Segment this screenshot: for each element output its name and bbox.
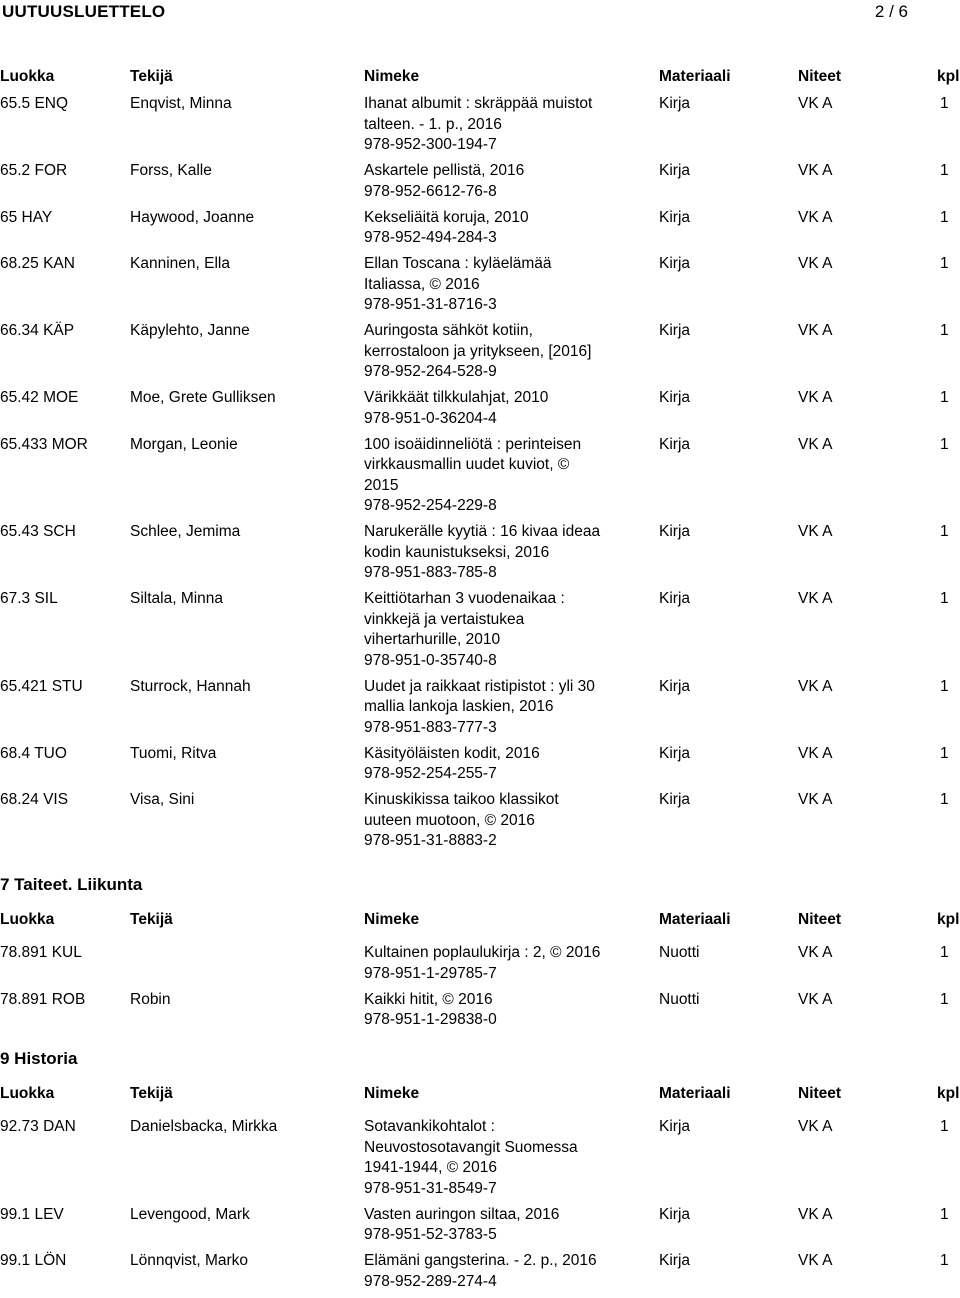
cell-niteet: VK A [798,1205,833,1223]
cell-materiaali: Kirja [659,435,691,453]
cell-nimeke [364,161,619,202]
cell-nimeke [364,1117,619,1199]
nimeke-line: 978-951-1-29785-7 [364,964,497,982]
cell-nimeke [364,254,619,316]
cell-nimeke [364,1251,619,1292]
table-row [0,94,960,156]
cell-luokka: 92.73 DAN [0,1118,76,1135]
cell-niteet: VK A [798,1252,833,1269]
cell-nimeke [364,321,619,383]
cell-niteet: VK A [798,208,833,226]
cell-tekija: Schlee, Jemima [130,523,241,540]
cell-niteet: VK A [798,791,833,808]
section-title: 9 Historia [0,1049,78,1068]
cell-materiaali: Kirja [659,208,691,226]
cell-materiaali: Kirja [659,322,691,339]
nimeke-line: Neuvostosotavangit Suomessa [364,1138,578,1156]
cell-kpl: 1 [940,990,949,1008]
col-tekija: Tekijä [130,1085,173,1102]
cell-niteet: VK A [798,677,833,695]
cell-nimeke [364,1205,619,1246]
cell-luokka: 65.42 MOE [0,389,79,406]
nimeke-line: 978-951-0-35740-8 [364,651,497,669]
cell-luokka: 78.891 KUL [0,944,82,961]
nimeke-line: 978-952-300-194-7 [364,136,497,153]
table-row [0,388,960,429]
nimeke-line: 978-951-0-36204-4 [364,409,497,427]
cell-luokka: 99.1 LÖN [0,1252,67,1269]
cell-luokka: 65.421 STU [0,677,83,695]
nimeke-line: Ihanat albumit : skräppää muistot [364,95,593,112]
cell-nimeke [364,522,619,584]
nimeke-line: Auringosta sähköt kotiin, [364,322,533,339]
col-tekija: Tekijä [130,911,173,928]
nimeke-line: 978-951-31-8716-3 [364,296,497,313]
cell-niteet: VK A [798,990,833,1008]
cell-nimeke [364,94,619,156]
nimeke-line: Sotavankikohtalot : [364,1118,495,1135]
nimeke-line: Kekseliäitä koruja, 2010 [364,208,529,226]
table-row [0,254,960,316]
table-row [0,1251,960,1292]
cell-nimeke [364,790,619,852]
column-header-row [0,67,960,87]
table-row [0,589,960,671]
cell-kpl: 1 [940,744,949,762]
cell-niteet: VK A [798,162,833,179]
col-nimeke: Nimeke [364,911,420,928]
nimeke-line: Italiassa, © 2016 [364,275,480,293]
cell-luokka: 65.2 FOR [0,162,68,179]
nimeke-line: uuteen muotoon, © 2016 [364,811,535,829]
cell-materiaali: Kirja [659,389,691,406]
cell-tekija: Moe, Grete Gulliksen [130,389,276,406]
col-niteet: Niteet [798,1085,842,1102]
cell-luokka: 66.34 KÄP [0,322,75,339]
nimeke-line: 978-952-264-528-9 [364,363,497,380]
cell-niteet: VK A [798,1118,833,1135]
cell-luokka: 65.5 ENQ [0,95,69,112]
cell-tekija: Robin [130,990,171,1008]
cell-materiaali: Kirja [659,791,691,808]
nimeke-line: virkkausmallin uudet kuviot, © [364,456,570,473]
nimeke-line: kerrostaloon ja yritykseen, [2016] [364,342,592,360]
cell-kpl: 1 [940,590,949,607]
cell-materiaali: Kirja [659,1252,691,1269]
nimeke-line: Ellan Toscana : kyläelämää [364,255,552,272]
nimeke-line: 2015 [364,476,399,494]
section-crafts [0,67,960,857]
document-title: UUTUUSLUETTELO [2,2,166,21]
cell-materiaali: Kirja [659,744,691,762]
nimeke-line: 978-951-52-3783-5 [364,1226,497,1243]
nimeke-line: Käsityöläisten kodit, 2016 [364,744,540,762]
section-rows [0,94,960,852]
table-row [0,435,960,517]
table-row [0,1117,960,1199]
nimeke-line: 978-951-883-777-3 [364,718,497,736]
section-history [0,1048,960,1298]
table-row [0,744,960,785]
cell-materiaali: Kirja [659,1118,691,1135]
column-header-row [0,910,960,930]
cell-nimeke [364,589,619,671]
cell-materiaali: Nuotti [659,944,700,961]
table-row [0,943,960,984]
section-rows [0,943,960,1031]
nimeke-line: 978-952-494-284-3 [364,229,497,246]
cell-materiaali: Kirja [659,677,691,695]
nimeke-line: talteen. - 1. p., 2016 [364,115,502,133]
nimeke-line: Värikkäät tilkkulahjat, 2010 [364,389,549,406]
col-kpl: kpl [937,68,960,85]
col-materiaali: Materiaali [659,68,731,85]
nimeke-line: Vasten auringon siltaa, 2016 [364,1205,560,1223]
cell-niteet: VK A [798,255,833,272]
cell-tekija: Morgan, Leonie [130,435,238,453]
cell-nimeke [364,677,619,739]
cell-kpl: 1 [940,208,949,226]
nimeke-line: Kinuskikissa taikoo klassikot [364,791,559,808]
cell-kpl: 1 [940,1205,949,1223]
nimeke-line: vihertarhurille, 2010 [364,631,501,648]
cell-luokka: 68.24 VIS [0,791,69,808]
cell-kpl: 1 [940,389,949,406]
col-kpl: kpl [937,1085,960,1102]
nimeke-line: Keittiötarhan 3 vuodenaikaa : [364,590,565,607]
col-nimeke: Nimeke [364,68,420,85]
cell-kpl: 1 [940,944,949,961]
nimeke-line: 978-952-254-229-8 [364,497,497,514]
col-tekija: Tekijä [130,68,173,85]
cell-nimeke [364,990,619,1031]
nimeke-line: 978-951-31-8883-2 [364,832,497,849]
cell-materiaali: Kirja [659,523,691,540]
cell-tekija: Siltala, Minna [130,590,224,607]
cell-tekija: Levengood, Mark [130,1205,250,1223]
nimeke-line: Askartele pellistä, 2016 [364,162,525,179]
table-row [0,790,960,852]
cell-kpl: 1 [940,523,949,540]
cell-niteet: VK A [798,95,833,112]
cell-materiaali: Kirja [659,255,691,272]
cell-tekija: Kanninen, Ella [130,255,230,272]
column-header-row [0,1084,960,1104]
section-title: 7 Taiteet. Liikunta [0,875,143,894]
cell-niteet: VK A [798,435,833,453]
cell-materiaali: Nuotti [659,990,700,1008]
cell-niteet: VK A [798,590,833,607]
nimeke-line: Elämäni gangsterina. - 2. p., 2016 [364,1252,597,1269]
cell-luokka: 99.1 LEV [0,1205,64,1223]
table-row [0,990,960,1031]
col-materiaali: Materiaali [659,1085,731,1102]
cell-kpl: 1 [940,1252,949,1269]
cell-tekija: Lönnqvist, Marko [130,1252,249,1269]
cell-tekija: Visa, Sini [130,791,195,808]
col-niteet: Niteet [798,911,842,928]
cell-niteet: VK A [798,322,833,339]
cell-kpl: 1 [940,435,949,453]
cell-luokka: 68.25 KAN [0,255,75,272]
col-niteet: Niteet [798,68,842,85]
table-row [0,208,960,249]
cell-luokka: 65 HAY [0,208,53,226]
cell-kpl: 1 [940,255,949,272]
cell-kpl: 1 [940,791,949,808]
col-luokka: Luokka [0,68,55,85]
cell-tekija: Danielsbacka, Mirkka [130,1118,278,1135]
cell-materiaali: Kirja [659,590,691,607]
cell-nimeke [364,388,619,429]
nimeke-line: 1941-1944, © 2016 [364,1159,497,1176]
cell-kpl: 1 [940,677,949,695]
nimeke-line: Kultainen poplaulukirja : 2, © 2016 [364,944,601,961]
table-row [0,677,960,739]
cell-luokka: 78.891 ROB [0,990,86,1008]
cell-niteet: VK A [798,744,833,762]
cell-nimeke [364,208,619,249]
cell-tekija: Sturrock, Hannah [130,677,251,695]
cell-nimeke [364,435,619,517]
nimeke-line: 978-951-31-8549-7 [364,1179,497,1197]
cell-kpl: 1 [940,322,949,339]
col-luokka: Luokka [0,1085,55,1102]
table-row [0,321,960,383]
cell-tekija: Haywood, Joanne [130,208,255,226]
col-nimeke: Nimeke [364,1085,420,1102]
cell-tekija: Forss, Kalle [130,162,212,179]
table-row [0,161,960,202]
section-arts [0,874,960,1036]
nimeke-line: 100 isoäidinneliötä : perinteisen [364,435,582,453]
cell-tekija: Käpylehto, Janne [130,322,250,339]
cell-materiaali: Kirja [659,162,691,179]
col-luokka: Luokka [0,911,55,928]
cell-nimeke [364,943,619,984]
table-row [0,522,960,584]
nimeke-line: Uudet ja raikkaat ristipistot : yli 30 [364,677,595,695]
cell-niteet: VK A [798,523,833,540]
table-row [0,1205,960,1246]
cell-luokka: 68.4 TUO [0,744,67,762]
col-kpl: kpl [937,911,960,928]
nimeke-line: 978-951-1-29838-0 [364,1011,497,1028]
nimeke-line: kodin kaunistukseksi, 2016 [364,543,550,561]
nimeke-line: 978-951-883-785-8 [364,564,497,581]
nimeke-line: vinkkejä ja vertaistukea [364,610,525,628]
cell-niteet: VK A [798,389,833,406]
cell-kpl: 1 [940,95,949,112]
section-rows [0,1117,960,1292]
page-number: 2 / 6 [874,2,908,21]
nimeke-line: 978-952-289-274-4 [364,1272,497,1290]
cell-materiaali: Kirja [659,95,691,112]
nimeke-line: Narukerälle kyytiä : 16 kivaa ideaa [364,523,601,540]
cell-materiaali: Kirja [659,1205,691,1223]
cell-tekija: Enqvist, Minna [130,95,232,112]
cell-nimeke [364,744,619,785]
cell-niteet: VK A [798,944,833,961]
nimeke-line: 978-952-6612-76-8 [364,182,497,200]
cell-luokka: 65.433 MOR [0,435,88,453]
cell-tekija: Tuomi, Ritva [130,744,217,762]
nimeke-line: Kaikki hitit, © 2016 [364,990,493,1008]
cell-luokka: 67.3 SIL [0,590,58,607]
nimeke-line: mallia lankoja laskien, 2016 [364,698,554,715]
cell-kpl: 1 [940,1118,949,1135]
nimeke-line: 978-952-254-255-7 [364,765,497,782]
col-materiaali: Materiaali [659,911,731,928]
cell-luokka: 65.43 SCH [0,523,76,540]
cell-kpl: 1 [940,162,949,179]
